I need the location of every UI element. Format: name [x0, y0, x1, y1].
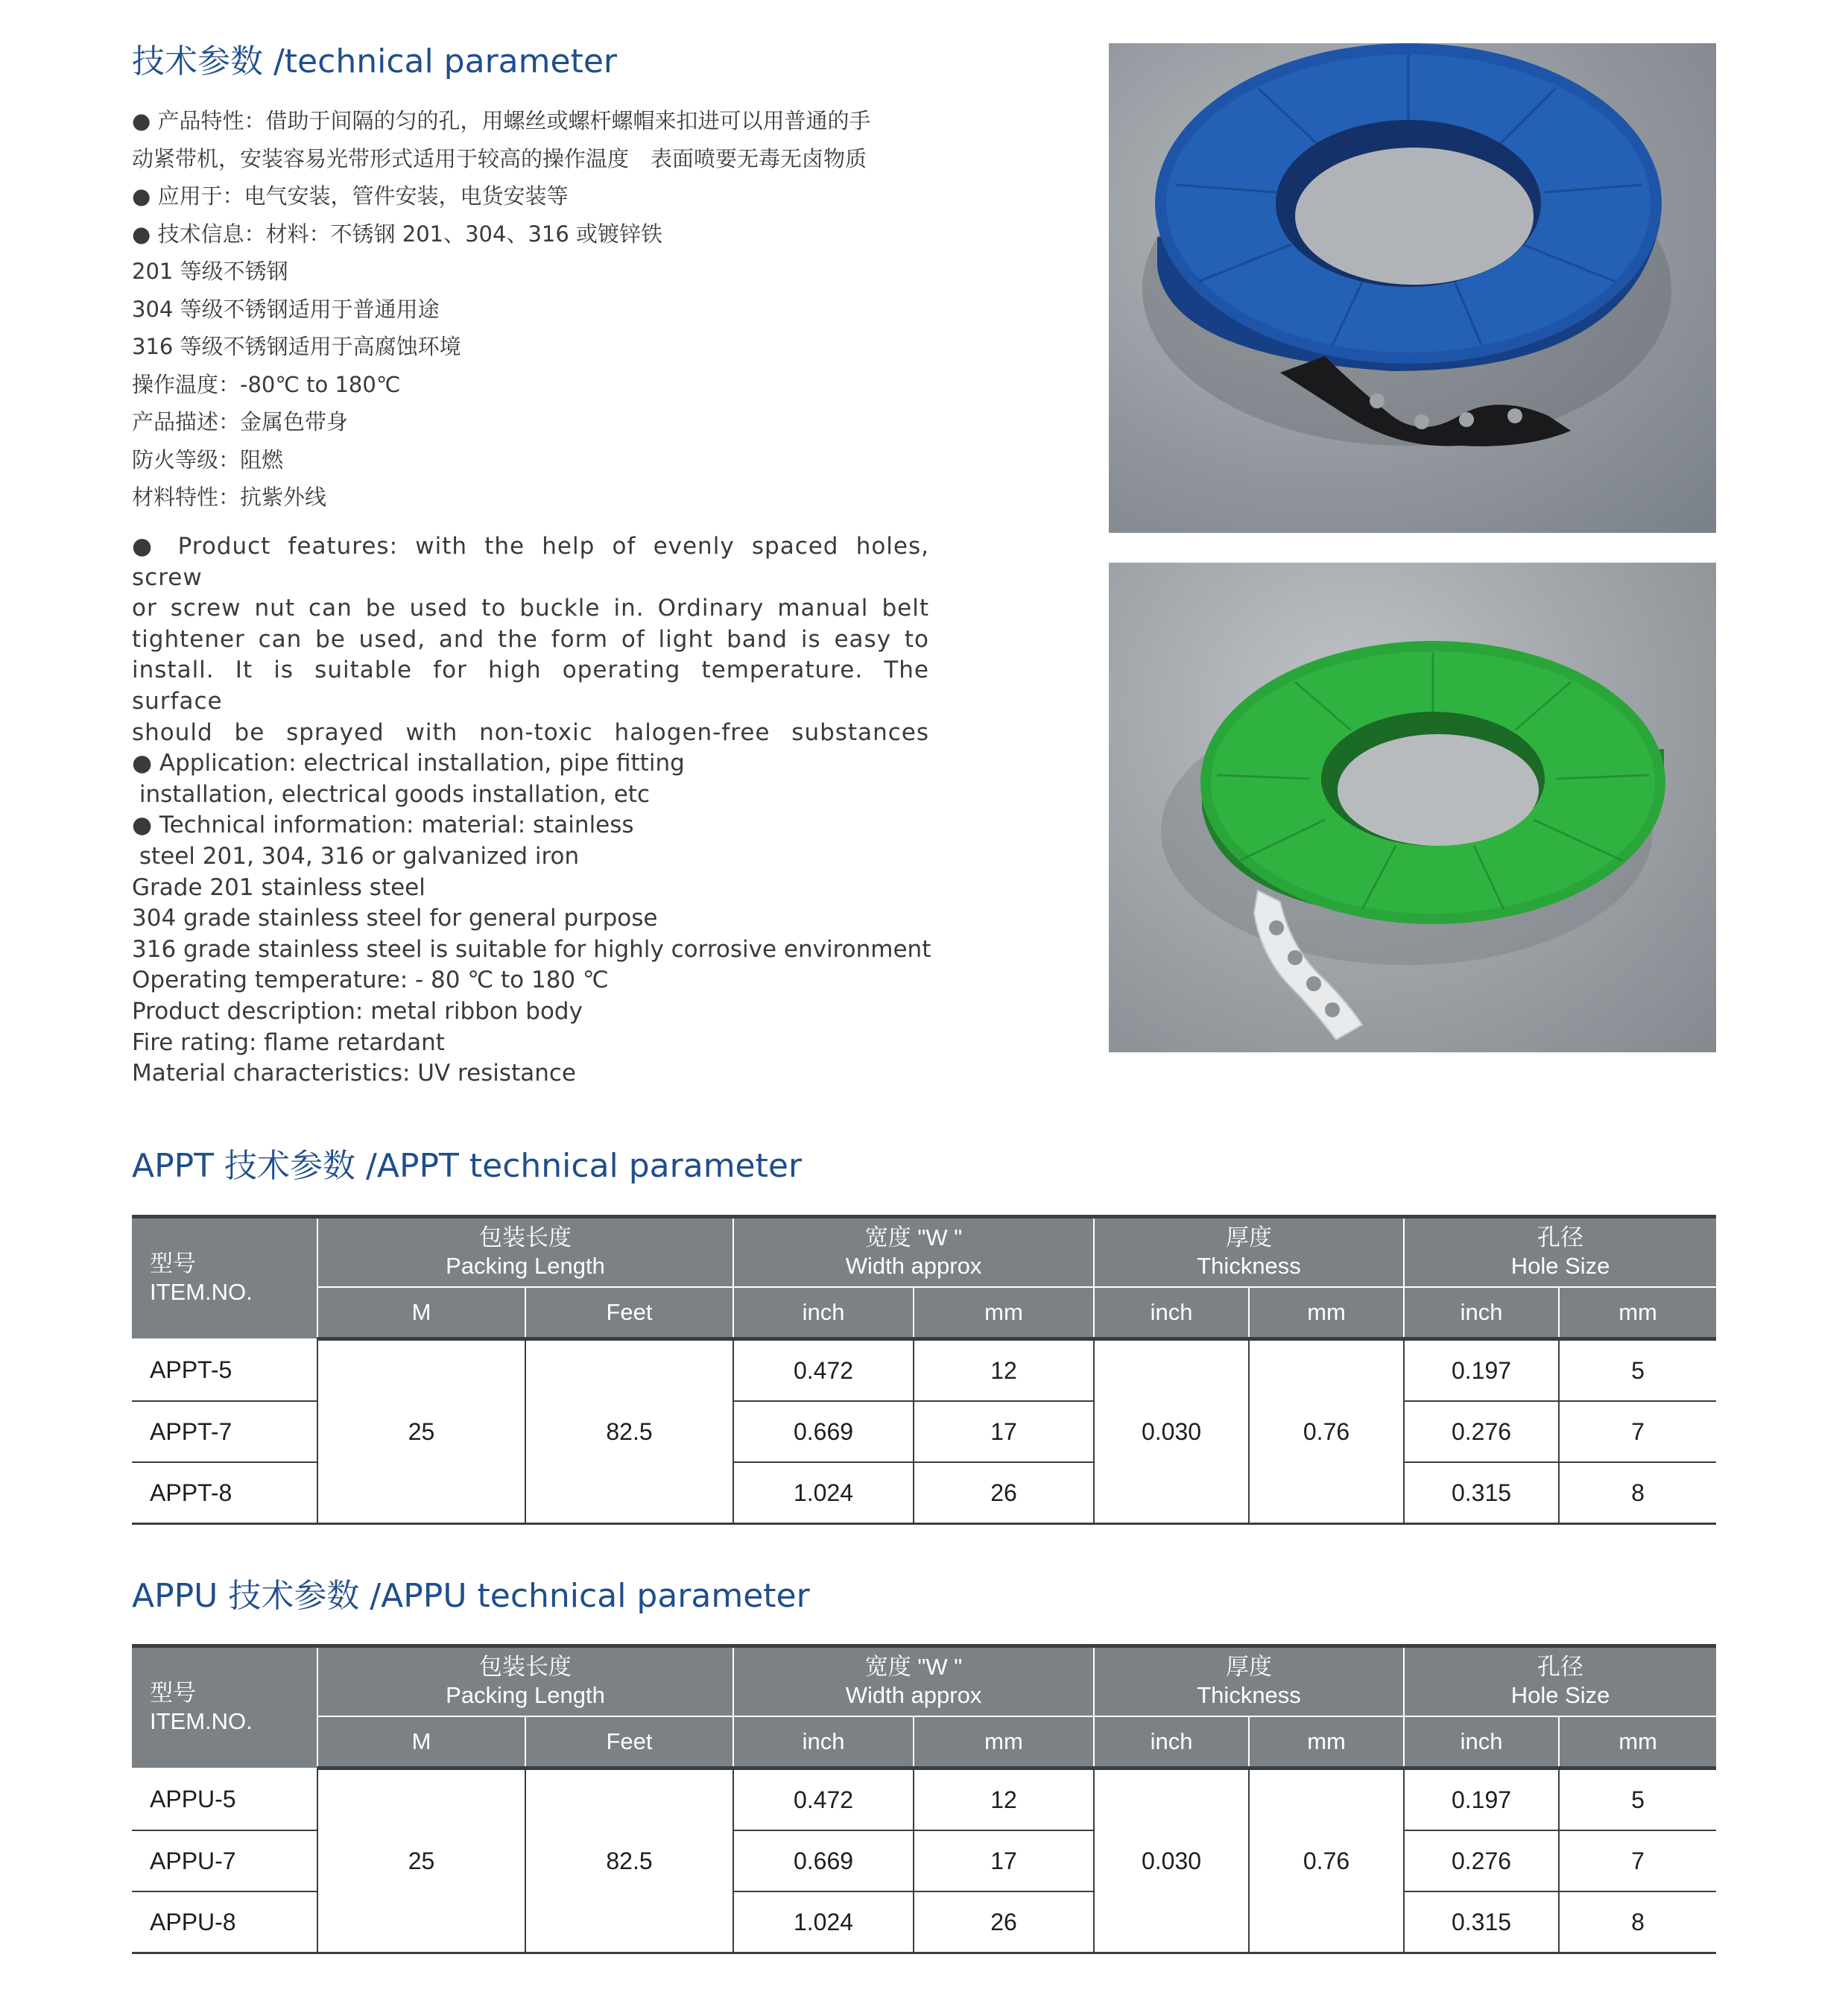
unit-m-header: M	[317, 1716, 525, 1768]
item-cell: APPU-8	[132, 1891, 317, 1953]
width-mm-cell: 17	[914, 1401, 1094, 1462]
unit-m-header: M	[317, 1287, 525, 1339]
hole-mm-cell: 8	[1559, 1891, 1716, 1953]
hole-mm-cell: 5	[1559, 1768, 1716, 1831]
appu-section-title: APPU 技术参数 /APPU technical parameter	[132, 1577, 810, 1615]
unit-inch-header: inch	[733, 1716, 914, 1768]
unit-mm-header: mm	[1249, 1716, 1404, 1768]
unit-feet-header: Feet	[525, 1716, 733, 1768]
unit-inch-header: inch	[1404, 1716, 1559, 1768]
unit-inch-header: inch	[1404, 1287, 1559, 1339]
en-line: Fire rating: flame retardant	[132, 1028, 445, 1056]
english-description	[132, 531, 929, 1090]
appt-section-title: APPT 技术参数 /APPT technical parameter	[132, 1147, 803, 1185]
en-line: ● Product features: with the help of evenly spaced holes, screw	[132, 533, 929, 591]
hole-inch-cell: 0.276	[1404, 1830, 1559, 1891]
packing-m-cell: 25	[317, 1339, 525, 1524]
hole-inch-cell: 0.315	[1404, 1462, 1559, 1524]
hole-size-header: 孔径 Hole Size	[1404, 1217, 1716, 1287]
hole-inch-cell: 0.276	[1404, 1401, 1559, 1462]
unit-mm-header: mm	[914, 1287, 1094, 1339]
unit-inch-header: inch	[1094, 1287, 1249, 1339]
blue-reel-photo	[1109, 43, 1716, 533]
width-inch-cell: 0.472	[733, 1339, 914, 1402]
en-line: 316 grade stainless steel is suitable for highly corrosive environment	[132, 935, 931, 963]
hole-mm-cell: 7	[1559, 1401, 1716, 1462]
hole-mm-cell: 5	[1559, 1339, 1716, 1402]
en-line: installation, electrical goods installation, etc	[132, 780, 650, 808]
thickness-inch-cell: 0.030	[1094, 1339, 1249, 1524]
green-reel-illustration	[1109, 563, 1716, 1052]
packing-length-header: 包装长度 Packing Length	[317, 1217, 733, 1287]
en-line: 304 grade stainless steel for general purpose	[132, 905, 658, 932]
cn-line: 316 等级不锈钢适用于高腐蚀环境	[132, 334, 461, 359]
table-row	[132, 1339, 1716, 1402]
width-inch-cell: 0.669	[733, 1830, 914, 1891]
unit-mm-header: mm	[1249, 1287, 1404, 1339]
width-header: 宽度 "W " Width approx	[733, 1646, 1094, 1716]
unit-feet-header: Feet	[525, 1287, 733, 1339]
en-line: steel 201, 304, 316 or galvanized iron	[132, 842, 580, 870]
table-row	[132, 1768, 1716, 1831]
unit-inch-header: inch	[733, 1287, 914, 1339]
cn-line: 201 等级不锈钢	[132, 259, 288, 284]
unit-inch-header: inch	[1094, 1716, 1249, 1768]
green-reel-photo	[1109, 563, 1716, 1052]
thickness-mm-cell: 0.76	[1249, 1768, 1404, 1953]
packing-m-cell: 25	[317, 1768, 525, 1953]
packing-feet-cell: 82.5	[525, 1768, 733, 1953]
thickness-inch-cell: 0.030	[1094, 1768, 1249, 1953]
hole-inch-cell: 0.315	[1404, 1891, 1559, 1953]
hole-inch-cell: 0.197	[1404, 1768, 1559, 1831]
hole-inch-cell: 0.197	[1404, 1339, 1559, 1402]
en-line: or screw nut can be used to buckle in. Ordinary manual belt	[132, 595, 929, 622]
hole-mm-cell: 8	[1559, 1462, 1716, 1524]
section-title: 技术参数 /technical parameter	[132, 42, 617, 80]
item-cell: APPT-5	[132, 1339, 317, 1402]
cn-line: 操作温度：-80℃ to 180℃	[132, 371, 401, 397]
appt-spec-table	[132, 1215, 1716, 1525]
cn-line: 材料特性：抗紫外线	[132, 484, 327, 510]
en-line: tightener can be used, and the form of light band is easy to	[132, 625, 929, 653]
width-mm-cell: 12	[914, 1768, 1094, 1831]
thickness-header: 厚度 Thickness	[1094, 1217, 1404, 1287]
unit-mm-header: mm	[1559, 1287, 1716, 1339]
en-line: Operating temperature: - 80 ℃ to 180 ℃	[132, 967, 609, 994]
width-inch-cell: 0.472	[733, 1768, 914, 1831]
blue-reel-illustration	[1109, 43, 1716, 533]
item-no-header: 型号 ITEM.NO.	[132, 1217, 317, 1339]
width-header: 宽度 "W " Width approx	[733, 1217, 1094, 1287]
item-no-header: 型号 ITEM.NO.	[132, 1646, 317, 1768]
cn-line: 防火等级：阻燃	[132, 446, 284, 472]
item-cell: APPU-5	[132, 1768, 317, 1831]
en-line: ● Technical information: material: stainless	[132, 812, 634, 839]
en-line: Grade 201 stainless steel	[132, 873, 425, 901]
chinese-description	[132, 102, 937, 516]
width-mm-cell: 12	[914, 1339, 1094, 1402]
unit-mm-header: mm	[914, 1716, 1094, 1768]
thickness-header: 厚度 Thickness	[1094, 1646, 1404, 1716]
appu-spec-table	[132, 1644, 1716, 1954]
width-mm-cell: 17	[914, 1830, 1094, 1891]
cn-line: 动紧带机，安装容易光带形式适用于较高的操作温度 表面喷要无毒无卤物质	[132, 145, 867, 171]
hole-size-header: 孔径 Hole Size	[1404, 1646, 1716, 1716]
width-inch-cell: 1.024	[733, 1891, 914, 1953]
width-inch-cell: 0.669	[733, 1401, 914, 1462]
cn-line: 产品描述：金属色带身	[132, 409, 349, 434]
item-cell: APPU-7	[132, 1830, 317, 1891]
width-inch-cell: 1.024	[733, 1462, 914, 1524]
cn-line: ● 技术信息：材料：不锈钢 201、304、316 或镀锌铁	[132, 221, 663, 247]
item-cell: APPT-7	[132, 1401, 317, 1462]
unit-mm-header: mm	[1559, 1716, 1716, 1768]
packing-length-header: 包装长度 Packing Length	[317, 1646, 733, 1716]
en-line: install. It is suitable for high operating temperature. The surface	[132, 657, 929, 715]
en-line: Material characteristics: UV resistance	[132, 1060, 576, 1087]
cn-line: ● 应用于：电气安装，管件安装，电货安装等	[132, 183, 569, 209]
width-mm-cell: 26	[914, 1891, 1094, 1953]
item-cell: APPT-8	[132, 1462, 317, 1524]
cn-line: ● 产品特性：借助于间隔的匀的孔，用螺丝或螺杆螺帽来扣进可以用普通的手	[132, 108, 871, 133]
en-line: ● Application: electrical installation, pipe fitting	[132, 750, 685, 777]
hole-mm-cell: 7	[1559, 1830, 1716, 1891]
thickness-mm-cell: 0.76	[1249, 1339, 1404, 1524]
packing-feet-cell: 82.5	[525, 1339, 733, 1524]
en-line: Product description: metal ribbon body	[132, 997, 583, 1025]
en-line: should be sprayed with non-toxic halogen-free substances	[132, 718, 929, 746]
cn-line: 304 等级不锈钢适用于普通用途	[132, 296, 440, 322]
width-mm-cell: 26	[914, 1462, 1094, 1524]
